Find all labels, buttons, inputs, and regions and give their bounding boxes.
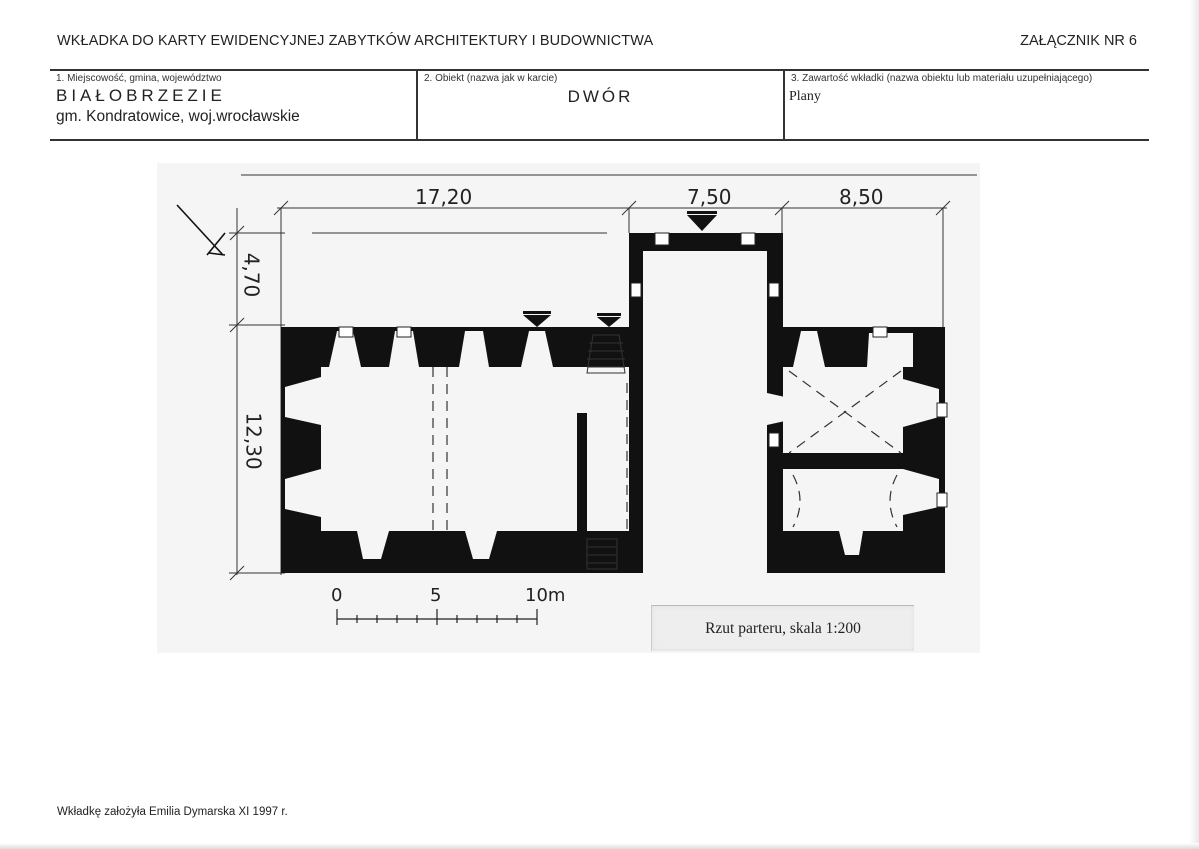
- object-name: DWÓR: [567, 87, 634, 106]
- scale-label: 0: [331, 585, 343, 606]
- dimension-label: 17,20: [415, 185, 473, 209]
- dimension-label: 4,70: [239, 252, 264, 298]
- plan-caption-box: [651, 605, 914, 651]
- location-caption: 1. Miejscowość, gmina, województwo: [56, 73, 222, 84]
- floor-plan: [157, 163, 980, 653]
- page-edge: [1189, 0, 1199, 849]
- dimension-label: 8,50: [839, 185, 884, 209]
- floor-plan-drawing: [157, 163, 980, 653]
- author-note: Wkładkę założyła Emilia Dymarska XI 1997 r.: [57, 806, 288, 818]
- plan-caption: Rzut parteru, skala 1:200: [705, 620, 861, 637]
- document-title: WKŁADKA DO KARTY EWIDENCYJNEJ ZABYTKÓW ARCHITEKTURY I BUDOWNICTWA: [57, 33, 654, 49]
- location-district: gm. Kondratowice, woj.wrocławskie: [56, 108, 300, 125]
- location-name: BIAŁOBRZEZIE: [56, 86, 226, 105]
- dimension-label: 7,50: [687, 185, 732, 209]
- contents-caption: 3. Zawartość wkładki (nazwa obiektu lub materiału uzupełniającego): [791, 73, 1093, 84]
- object-caption: 2. Obiekt (nazwa jak w karcie): [424, 73, 558, 84]
- record-form: [50, 69, 1149, 141]
- page-edge: [0, 843, 1199, 849]
- dimension-label: 12,30: [241, 412, 266, 470]
- annex-label: ZAŁĄCZNIK NR 6: [1020, 33, 1137, 49]
- scale-label: 10m: [525, 585, 566, 606]
- contents-cell: [785, 71, 1149, 139]
- location-cell: [50, 71, 418, 139]
- scale-label: 5: [430, 585, 442, 606]
- contents-value: Plany: [789, 89, 821, 104]
- object-cell: [418, 71, 785, 139]
